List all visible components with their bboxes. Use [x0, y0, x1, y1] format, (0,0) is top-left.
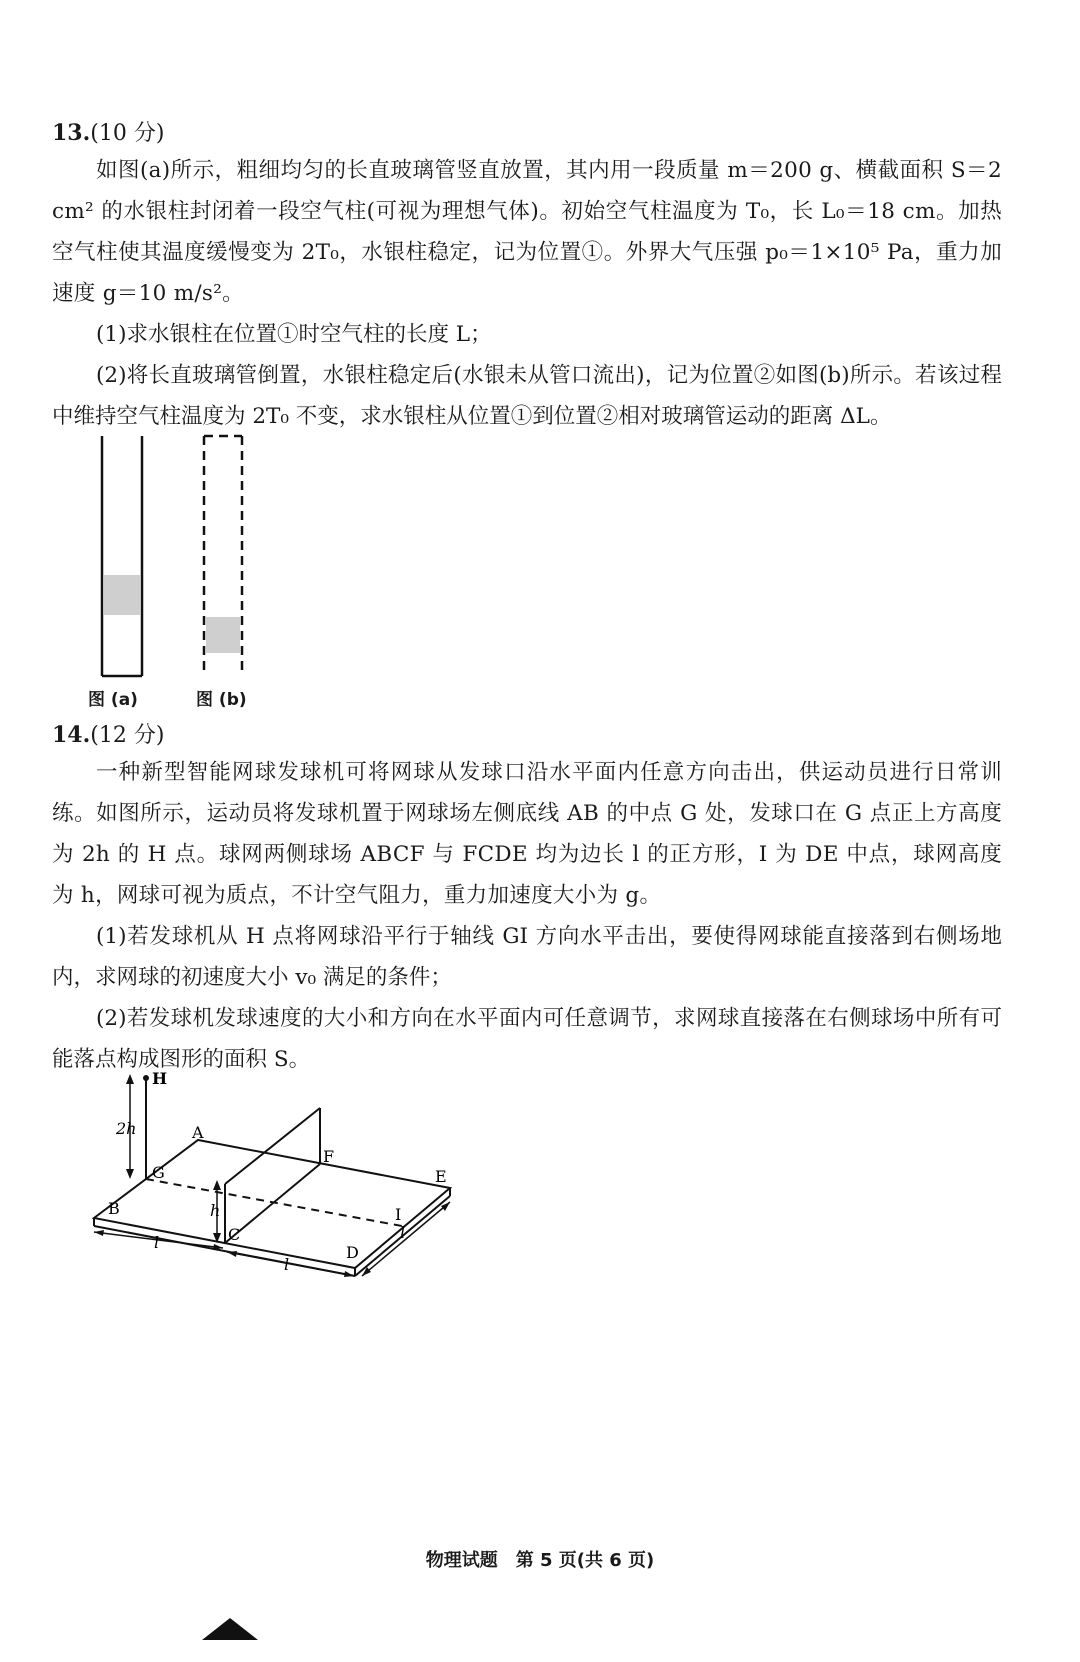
label-A: A	[192, 1123, 204, 1142]
q13-header	[52, 118, 164, 149]
mercury-column-b	[206, 617, 240, 653]
fig-a-caption: 图 (a)	[88, 690, 138, 710]
mercury-column-a	[104, 575, 140, 615]
label-l-1: l	[154, 1233, 160, 1252]
page-footer: 物理试题 第 5 页(共 6 页)	[425, 1550, 655, 1571]
q13-part2: (2)将长直玻璃管倒置，水银柱稳定后(水银未从管口流出)，记为位置②如图(b)所示。若该过程中维持空气柱温度为 2T₀ 不变，求水银柱从位置①到位置②相对玻璃管运动的距离 ΔL。	[52, 363, 1002, 429]
q14-intro: 一种新型智能网球发球机可将网球从发球口沿水平面内任意方向击出，供运动员进行日常训练。如图所示，运动员将发球机置于网球场左侧底线 AB 的中点 G 处，发球口在 G 点正上方高度为 2h 的 H 点。球网两侧球场 ABCF 与 FCDE 均为边长 l 的正方形，I 为 DE 中点，球网高度为 h，网球可视为质点，不计空气阻力，重力加速度大小为 g。	[52, 760, 1002, 908]
q13-number: 13.	[52, 120, 91, 146]
tube-a	[102, 436, 142, 676]
q14-number: 14.	[52, 722, 91, 748]
q13-figure	[80, 430, 280, 690]
label-F: F	[323, 1147, 335, 1166]
label-C: C	[228, 1225, 241, 1244]
label-2h: 2h	[116, 1119, 137, 1138]
q14-points: (12 分)	[90, 723, 165, 748]
label-H: H	[152, 1069, 168, 1088]
label-G: G	[152, 1163, 165, 1182]
label-B: B	[108, 1199, 120, 1218]
q14-part1: (1)若发球机从 H 点将网球沿平行于轴线 GI 方向水平击出，要使得网球能直接落到右侧场地内，求网球的初速度大小 v₀ 满足的条件；	[52, 924, 1002, 990]
fig-b-caption: 图 (b)	[196, 690, 247, 710]
label-I: I	[395, 1205, 402, 1224]
q13-part1: (1)求水银柱在位置①时空气柱的长度 L；	[96, 322, 492, 347]
label-l-2: l	[284, 1255, 290, 1274]
label-h: h	[210, 1201, 221, 1220]
q13-points: (10 分)	[90, 121, 165, 146]
scroll-up-arrow-icon[interactable]	[198, 1612, 262, 1642]
label-D: D	[346, 1243, 359, 1262]
q13-intro: 如图(a)所示，粗细均匀的长直玻璃管竖直放置，其内用一段质量 m＝200 g、横截面积 S＝2 cm² 的水银柱封闭着一段空气柱(可视为理想气体)。初始空气柱温度为 T₀，长 L₀＝18 cm。加热空气柱使其温度缓慢变为 2T₀，水银柱稳定，记为位置①。外界大气压强 p₀＝1×10⁵ Pa，重力加速度 g＝10 m/s²。	[52, 158, 1002, 306]
q14-part2: (2)若发球机发球速度的大小和方向在水平面内可任意调节，求网球直接落在右侧球场中所有可能落点构成图形的面积 S。	[52, 1006, 1002, 1072]
tube-b	[204, 436, 242, 676]
label-l-3: l	[400, 1223, 406, 1242]
q14-header	[52, 720, 164, 751]
label-E: E	[435, 1167, 447, 1186]
q14-court-figure	[80, 1064, 500, 1284]
